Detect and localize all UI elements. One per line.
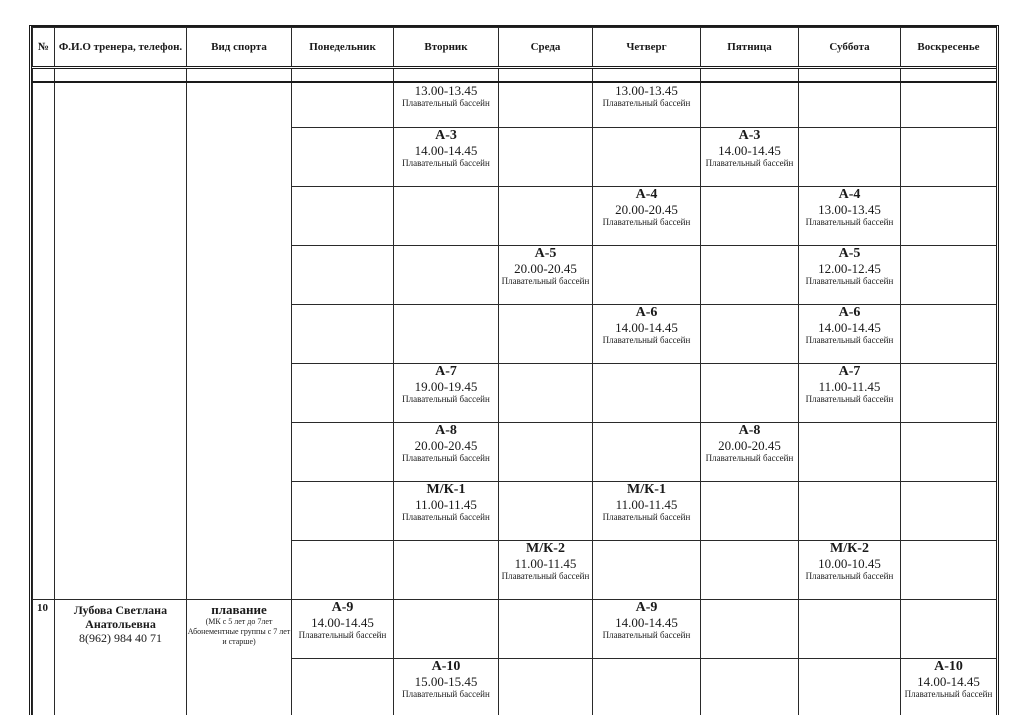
session-cell: [394, 128, 499, 187]
header-saturday: Суббота: [799, 28, 901, 68]
session-cell: [499, 541, 593, 600]
session: [593, 305, 700, 345]
empty-cell: [394, 305, 499, 364]
session: [394, 659, 498, 699]
session-cell: [394, 82, 499, 128]
empty-cell: [394, 246, 499, 305]
empty-cell: [901, 482, 997, 541]
group-code: А-9: [331, 600, 354, 615]
empty-cell: [499, 187, 593, 246]
session-time: 19.00-19.45: [414, 379, 478, 394]
header-sunday: Воскресенье: [901, 28, 997, 68]
coach-name-line1: Лубова Светлана: [73, 603, 168, 617]
session-cell: [593, 82, 701, 128]
session-time: 20.00-20.45: [514, 261, 577, 276]
session: [394, 83, 498, 108]
session-cell: [701, 128, 799, 187]
group-code: А-5: [534, 246, 557, 261]
session-place: Плавательный бассейн: [501, 571, 590, 581]
session-time: 14.00-14.45: [917, 674, 980, 689]
empty-cell: [499, 423, 593, 482]
empty-cell: [292, 246, 394, 305]
session-place: Плавательный бассейн: [705, 453, 794, 463]
spacer-cell: [55, 68, 187, 83]
session-place: Плавательный бассейн: [602, 512, 691, 522]
header-num: №: [33, 28, 55, 68]
empty-cell: [292, 423, 394, 482]
session-place: Плавательный бассейн: [402, 98, 490, 108]
header-friday: Пятница: [701, 28, 799, 68]
session-place: Плавательный бассейн: [298, 630, 387, 640]
empty-cell: [593, 128, 701, 187]
empty-cell: [499, 364, 593, 423]
empty-cell: [799, 128, 901, 187]
empty-cell: [799, 659, 901, 716]
coach-cell: [55, 600, 187, 716]
group-code: А-8: [738, 423, 761, 438]
header-thursday: Четверг: [593, 28, 701, 68]
empty-cell: [593, 659, 701, 716]
empty-cell: [701, 246, 799, 305]
session: [499, 246, 592, 286]
session-time: 15.00-15.45: [414, 674, 478, 689]
session: [394, 128, 498, 168]
session-time: 10.00-10.45: [818, 556, 881, 571]
session-cell: [593, 187, 701, 246]
empty-cell: [799, 423, 901, 482]
session-cell: [799, 541, 901, 600]
session: [799, 541, 900, 581]
empty-cell: [292, 187, 394, 246]
session-place: Плавательный бассейн: [402, 453, 490, 463]
header-tuesday: Вторник: [394, 28, 499, 68]
session-place: Плавательный бассейн: [805, 276, 894, 286]
session-cell: [593, 305, 701, 364]
empty-cell: [701, 600, 799, 659]
session-time: 14.00-14.45: [311, 615, 374, 630]
empty-cell: [701, 305, 799, 364]
empty-cell: [901, 541, 997, 600]
schedule-row: [33, 82, 997, 128]
header-coach: Ф.И.О тренера, телефон.: [55, 28, 187, 68]
spacer-cell: [33, 68, 55, 83]
session-place: Плавательный бассейн: [402, 689, 490, 699]
session-place: Плавательный бассейн: [805, 571, 894, 581]
session-cell: [799, 187, 901, 246]
empty-cell: [901, 187, 997, 246]
group-code: А-9: [635, 600, 658, 615]
session-place: Плавательный бассейн: [705, 158, 794, 168]
session-place: Плавательный бассейн: [402, 394, 490, 404]
session-time: 14.00-14.45: [414, 143, 478, 158]
group-code: А-3: [435, 128, 457, 143]
num-cell: [33, 82, 55, 600]
session-place: Плавательный бассейн: [501, 276, 590, 286]
session-time: 20.00-20.45: [718, 438, 781, 453]
group-code: А-10: [431, 659, 461, 674]
empty-cell: [901, 423, 997, 482]
session-cell: [799, 305, 901, 364]
spacer-cell: [499, 68, 593, 83]
session: [394, 423, 498, 463]
spacer-cell: [901, 68, 997, 83]
empty-cell: [499, 482, 593, 541]
coach-number: 10: [33, 600, 55, 716]
schedule-body: [33, 68, 997, 716]
empty-cell: [292, 364, 394, 423]
empty-cell: [292, 482, 394, 541]
session-cell: [394, 364, 499, 423]
empty-cell: [701, 187, 799, 246]
session: [593, 482, 700, 522]
session-place: Плавательный бассейн: [602, 335, 691, 345]
session: [701, 423, 798, 463]
session-time: 11.00-11.45: [615, 497, 678, 512]
session: [701, 128, 798, 168]
schedule-table: [32, 27, 997, 715]
empty-cell: [394, 187, 499, 246]
session-time: 13.00-13.45: [414, 83, 478, 98]
group-code: А-6: [635, 305, 658, 320]
session: [593, 600, 700, 640]
session-cell: [394, 423, 499, 482]
session-place: Плавательный бассейн: [402, 512, 490, 522]
empty-cell: [799, 82, 901, 128]
group-code: А-3: [738, 128, 761, 143]
coach-name-line2: Анатольевна: [85, 617, 156, 631]
group-code: М/К-1: [426, 482, 466, 497]
schedule-frame: [29, 25, 999, 715]
session-time: 20.00-20.45: [615, 202, 678, 217]
coach-cell: [55, 82, 187, 600]
session: [499, 541, 592, 581]
group-code: А-4: [838, 187, 861, 202]
session-cell: [799, 364, 901, 423]
session-cell: [292, 600, 394, 659]
session-cell: [499, 246, 593, 305]
empty-cell: [901, 246, 997, 305]
spacer-cell: [701, 68, 799, 83]
empty-cell: [292, 128, 394, 187]
session-cell: [593, 482, 701, 541]
empty-cell: [394, 600, 499, 659]
group-code: А-7: [435, 364, 457, 379]
session: [799, 305, 900, 345]
group-code: А-8: [435, 423, 457, 438]
session-cell: [901, 659, 997, 716]
empty-cell: [701, 541, 799, 600]
group-code: А-10: [934, 659, 963, 674]
header-monday: Понедельник: [292, 28, 394, 68]
session-place: Плавательный бассейн: [602, 217, 691, 227]
session-time: 11.00-11.45: [415, 497, 477, 512]
session: [901, 659, 996, 699]
empty-cell: [593, 246, 701, 305]
session: [593, 187, 700, 227]
header-row: [33, 28, 997, 68]
empty-cell: [701, 659, 799, 716]
spacer-cell: [292, 68, 394, 83]
session-place: Плавательный бассейн: [805, 394, 894, 404]
session-cell: [394, 659, 499, 716]
session-place: Плавательный бассейн: [402, 158, 490, 168]
session: [593, 83, 700, 108]
session-time: 13.00-13.45: [615, 83, 678, 98]
group-code: М/К-1: [627, 482, 666, 497]
spacer-cell: [593, 68, 701, 83]
empty-cell: [593, 423, 701, 482]
session-cell: [799, 246, 901, 305]
sport-description: (МК с 5 лет до 7лет Абонементные группы с 7 лет и старше): [187, 617, 291, 646]
empty-cell: [799, 482, 901, 541]
empty-cell: [292, 305, 394, 364]
empty-cell: [499, 305, 593, 364]
coach-phone: 8(962) 984 40 71: [79, 631, 162, 645]
empty-cell: [799, 600, 901, 659]
session: [799, 364, 900, 404]
session-time: 14.00-14.45: [718, 143, 781, 158]
empty-cell: [901, 82, 997, 128]
empty-cell: [499, 128, 593, 187]
empty-cell: [593, 364, 701, 423]
header-spacer-row: [33, 68, 997, 83]
empty-cell: [499, 659, 593, 716]
session-cell: [593, 600, 701, 659]
session: [394, 482, 498, 522]
header-wednesday: Среда: [499, 28, 593, 68]
empty-cell: [292, 82, 394, 128]
empty-cell: [292, 541, 394, 600]
group-code: А-4: [635, 187, 658, 202]
empty-cell: [701, 482, 799, 541]
empty-cell: [499, 82, 593, 128]
session-cell: [394, 482, 499, 541]
header-sport: Вид спорта: [187, 28, 292, 68]
sport-cell: [187, 600, 292, 716]
empty-cell: [901, 128, 997, 187]
group-code: А-5: [838, 246, 861, 261]
spacer-cell: [394, 68, 499, 83]
group-code: А-7: [838, 364, 861, 379]
group-code: М/К-2: [830, 541, 869, 556]
session-time: 11.00-11.45: [818, 379, 881, 394]
session-time: 20.00-20.45: [414, 438, 478, 453]
session-place: Плавательный бассейн: [904, 689, 993, 699]
empty-cell: [292, 659, 394, 716]
session-cell: [701, 423, 799, 482]
sport-cell: [187, 82, 292, 600]
empty-cell: [701, 364, 799, 423]
session-time: 11.00-11.45: [514, 556, 577, 571]
spacer-cell: [187, 68, 292, 83]
session-time: 12.00-12.45: [818, 261, 881, 276]
session-place: Плавательный бассейн: [602, 630, 691, 640]
empty-cell: [499, 600, 593, 659]
session-time: 14.00-14.45: [615, 615, 678, 630]
sport-name: плавание: [211, 602, 267, 617]
session: [799, 187, 900, 227]
empty-cell: [901, 364, 997, 423]
group-code: А-6: [838, 305, 861, 320]
session-place: Плавательный бассейн: [805, 335, 894, 345]
empty-cell: [901, 305, 997, 364]
session-time: 13.00-13.45: [818, 202, 881, 217]
empty-cell: [701, 82, 799, 128]
session-place: Плавательный бассейн: [602, 98, 691, 108]
session-place: Плавательный бассейн: [805, 217, 894, 227]
session-time: 14.00-14.45: [818, 320, 881, 335]
empty-cell: [394, 541, 499, 600]
group-code: М/К-2: [526, 541, 565, 556]
spacer-cell: [799, 68, 901, 83]
session: [799, 246, 900, 286]
session-time: 14.00-14.45: [615, 320, 678, 335]
session: [394, 364, 498, 404]
session: [292, 600, 393, 640]
empty-cell: [593, 541, 701, 600]
schedule-row: [33, 600, 997, 659]
empty-cell: [901, 600, 997, 659]
